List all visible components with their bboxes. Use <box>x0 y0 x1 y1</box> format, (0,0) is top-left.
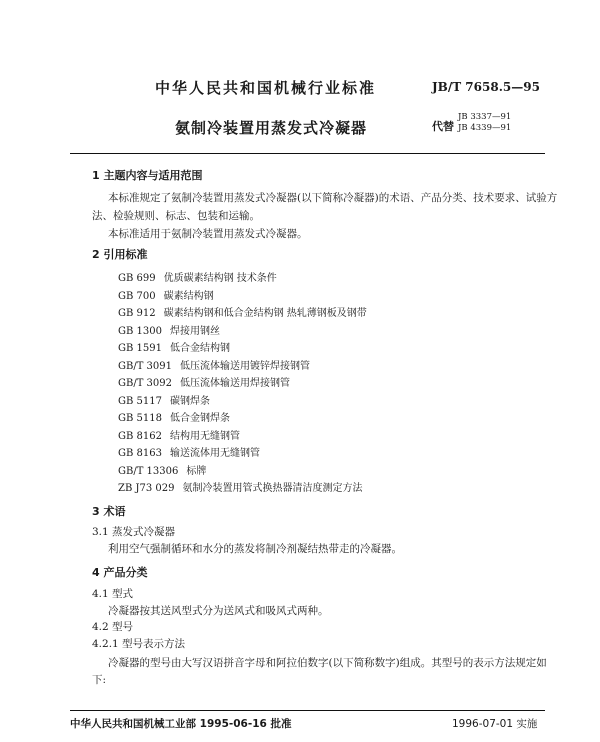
reference-code: GB 8163 <box>118 448 162 459</box>
reference-code: GB/T 3091 <box>118 361 173 372</box>
reference-title: 碳素结构钢 <box>163 291 214 302</box>
section-4-2-1-line-2: 下: <box>92 674 107 686</box>
reference-title: 低压流体输送用焊接钢管 <box>180 378 291 389</box>
reference-code: GB/T 3092 <box>118 378 173 389</box>
reference-item <box>118 462 206 477</box>
reference-item <box>118 392 210 407</box>
reference-title: 标牌 <box>186 466 207 477</box>
reference-code: GB 5117 <box>118 396 162 407</box>
section-2-heading: 2 引用标准 <box>92 248 148 261</box>
reference-title: 优质碳素结构钢 技术条件 <box>163 273 277 284</box>
reference-title: 低合金钢焊条 <box>169 413 230 424</box>
reference-code: GB 1591 <box>118 343 162 354</box>
reference-title: 低压流体输送用镀锌焊接钢管 <box>180 361 311 372</box>
header-divider <box>70 153 545 154</box>
reference-item <box>118 269 277 284</box>
section-4-heading: 4 产品分类 <box>92 566 148 579</box>
reference-code: GB 8162 <box>118 431 162 442</box>
reference-item <box>118 322 220 337</box>
standard-organization: 中华人民共和国机械行业标准 <box>155 79 377 97</box>
section-3-heading: 3 术语 <box>92 505 126 518</box>
reference-title: 结构用无缝钢管 <box>169 431 240 442</box>
reference-code: GB 5118 <box>118 413 162 424</box>
reference-code: GB 700 <box>118 291 156 302</box>
section-1-heading: 1 主题内容与适用范围 <box>92 169 203 182</box>
reference-title: 碳钢焊条 <box>169 396 210 407</box>
reference-title: 氨制冷装置用管式换热器清洁度测定方法 <box>182 483 363 494</box>
reference-item <box>118 339 230 354</box>
reference-item <box>118 409 230 424</box>
section-4-2-heading: 4.2 型号 <box>92 621 134 633</box>
replaced-standard-1: JB 3337—91 <box>458 112 512 122</box>
reference-code: GB 699 <box>118 273 156 284</box>
reference-item <box>118 427 240 442</box>
section-3-1-heading: 3.1 蒸发式冷凝器 <box>92 526 176 538</box>
reference-item <box>118 444 260 459</box>
replaces-label: 代替 <box>432 120 454 133</box>
reference-item <box>118 479 362 494</box>
document-title: 氨制冷装置用蒸发式冷凝器 <box>175 119 368 137</box>
replaced-standard-2: JB 4339—91 <box>458 123 512 133</box>
reference-code: GB/T 13306 <box>118 466 179 477</box>
section-4-1-text: 冷凝器按其送风型式分为送风式和吸风式两种。 <box>108 605 329 617</box>
reference-code: GB 1300 <box>118 326 162 337</box>
reference-item <box>118 357 310 372</box>
reference-title: 低合金结构钢 <box>169 343 230 354</box>
implementation-date: 1996-07-01 实施 <box>452 718 538 730</box>
section-4-2-1-heading: 4.2.1 型号表示方法 <box>92 638 186 650</box>
section-1-paragraph-line-1: 本标准规定了氨制冷装置用蒸发式冷凝器(以下简称冷凝器)的术语、产品分类、技术要求、试验方 <box>108 192 558 204</box>
reference-code: GB 912 <box>118 308 156 319</box>
footer-divider <box>70 710 545 711</box>
section-3-1-text: 利用空气强制循环和水分的蒸发将制冷剂凝结热带走的冷凝器。 <box>108 543 402 555</box>
reference-code: ZB J73 029 <box>118 483 175 494</box>
section-1-scope: 本标准适用于氨制冷装置用蒸发式冷凝器。 <box>108 228 308 240</box>
reference-item <box>118 374 290 389</box>
section-1-paragraph-line-2: 法、检验规则、标志、包装和运输。 <box>92 210 260 222</box>
reference-title: 碳素结构钢和低合金结构钢 热轧薄钢板及钢带 <box>163 308 367 319</box>
section-4-1-heading: 4.1 型式 <box>92 588 134 600</box>
standard-number: JB/T 7658.5—95 <box>432 80 540 94</box>
reference-item <box>118 287 214 302</box>
section-4-2-1-line-1: 冷凝器的型号由大写汉语拼音字母和阿拉伯数字(以下简称数字)组成。其型号的表示方法规定如 <box>108 657 547 669</box>
reference-title: 输送流体用无缝钢管 <box>169 448 260 459</box>
reference-item <box>118 304 367 319</box>
reference-title: 焊接用钢丝 <box>169 326 220 337</box>
approval-statement: 中华人民共和国机械工业部 1995-06-16 批准 <box>70 718 292 730</box>
